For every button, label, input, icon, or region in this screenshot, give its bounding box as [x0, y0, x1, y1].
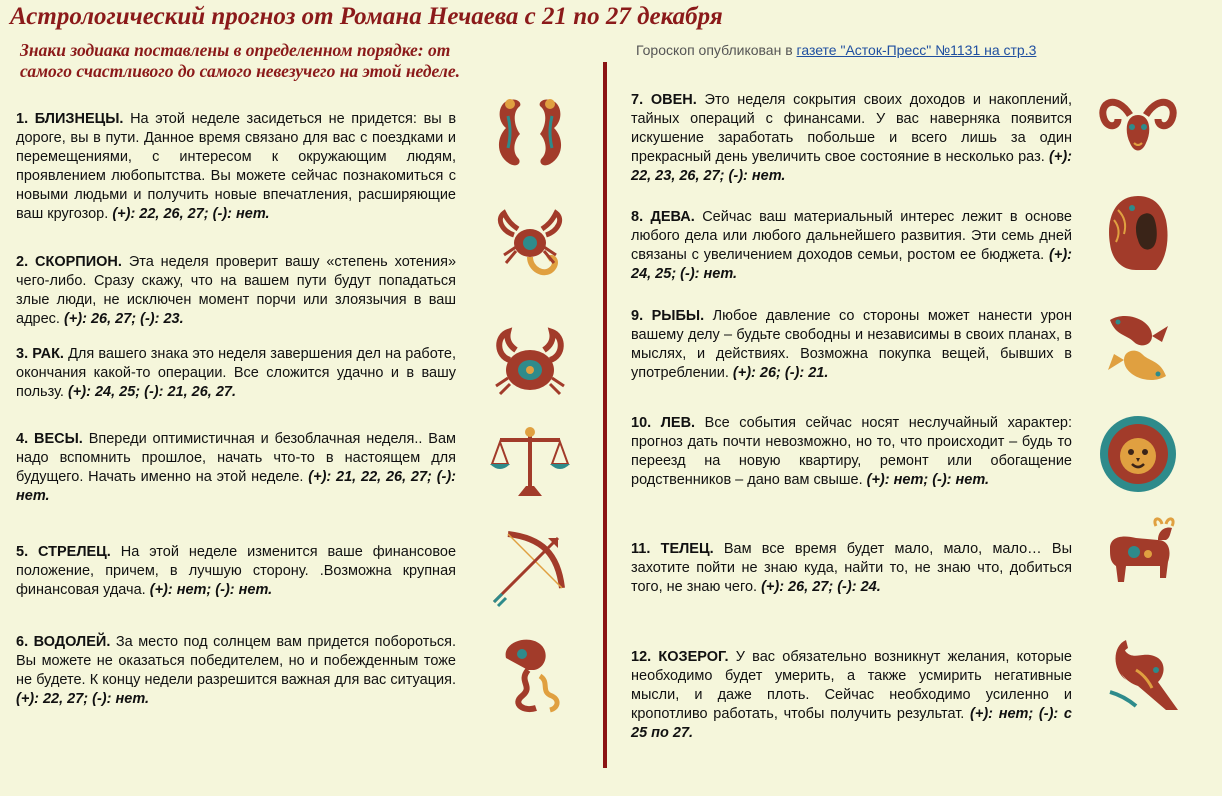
sign-rank: 2.	[16, 254, 29, 270]
gemini-icon	[488, 92, 572, 176]
sign-aquarius	[16, 633, 456, 709]
sign-forecast: (+): 22, 23, 26, 27; (-): нет.	[631, 149, 1072, 184]
capricorn-icon	[1096, 630, 1180, 714]
sign-scorpio	[16, 253, 456, 329]
sign-rank: 1.	[16, 111, 29, 127]
sign-text: Эта неделя проверит вашу «степень хотения» чего-либо. Сразу скажу, что на вашем пути будут попадаться злые люди, не исключен момент порчи или злоязычия в ваш адрес.	[16, 254, 457, 327]
sign-text: Это неделя сокрытия своих доходов и накоплений, тайных операций с финансами. У вас наверняка появится искушение заработать побольше и всего лишь за один прекрасный день увеличить свое состояние в несколько раз.	[631, 92, 1073, 165]
page-subtitle: Знаки зодиака поставлены в определенном порядке: от самого счастливого до самого невезучего на этой неделе.	[20, 40, 461, 81]
pisces-icon	[1096, 306, 1180, 390]
sign-forecast: (+): 24, 25; (-): нет.	[631, 247, 1072, 282]
sign-taurus	[631, 540, 1072, 597]
sign-libra	[16, 430, 456, 506]
sign-text: На этой неделе изменится ваше финансовое положение, причем, в лучшую сторону. .Возможна крупная финансовая удача.	[16, 544, 457, 598]
sign-forecast: (+): 26, 27; (-): 24.	[761, 579, 881, 595]
taurus-icon	[1096, 512, 1180, 596]
column-divider	[603, 62, 607, 768]
sign-rank: 10.	[631, 415, 652, 431]
sign-rank: 4.	[16, 431, 29, 447]
sign-rank: 8.	[631, 209, 644, 225]
sign-text: Впереди оптимистичная и безоблачная неделя.. Вам надо вспомнить прошлое, начать что-то в настоящем для будущего. Начать именно на этой неделе.	[16, 431, 457, 485]
sign-rank: 5.	[16, 544, 29, 560]
sign-text: Любое давление со стороны может нанести урон вашему делу – будьте свободны и независимы в своих планах, в мыслях, и действиях. Возможна покупка вещей, бывших в употреблении.	[631, 308, 1072, 381]
publication-prefix: Гороскоп опубликован в	[636, 42, 797, 58]
sign-forecast: (+): 22, 26, 27; (-): нет.	[112, 206, 270, 222]
sign-rank: 6.	[16, 634, 29, 650]
page-title: Астрологический прогноз от Романа Нечаева с 21 по 27 декабря	[10, 3, 723, 30]
sign-text: Вам все время будет мало, мало, мало… Вы захотите пойти не знаю куда, найти то, не знаю что, добиться того, не знаю чего.	[631, 541, 1073, 595]
sign-name: ЛЕВ.	[660, 415, 696, 431]
sign-name: СКОРПИОН.	[35, 254, 122, 270]
sign-name: КОЗЕРОГ.	[658, 649, 729, 665]
sign-forecast: (+): 24, 25; (-): 21, 26, 27.	[67, 384, 236, 400]
sagittarius-icon	[488, 524, 572, 608]
sign-cancer	[16, 345, 456, 402]
sign-capricorn	[631, 648, 1072, 743]
sign-forecast: (+): нет; (-): нет.	[149, 582, 273, 598]
sign-rank: 7.	[631, 92, 644, 108]
sign-rank: 3.	[16, 346, 29, 362]
sign-rank: 9.	[631, 308, 644, 324]
sign-virgo	[631, 208, 1072, 284]
sign-name: ДЕВА.	[650, 209, 695, 225]
leo-icon	[1096, 410, 1180, 494]
sign-name: ВОДОЛЕЙ.	[33, 634, 111, 650]
scorpio-icon	[488, 205, 572, 289]
cancer-icon	[488, 320, 572, 404]
sign-forecast: (+): нет; (-): нет.	[866, 472, 990, 488]
sign-pisces	[631, 307, 1072, 383]
sign-rank: 11.	[631, 541, 651, 557]
sign-name: СТРЕЛЕЦ.	[38, 544, 111, 560]
publication-note	[636, 42, 1036, 58]
libra-icon	[488, 420, 572, 504]
sign-name: ТЕЛЕЦ.	[660, 541, 714, 557]
sign-forecast: (+): 26; (-): 21.	[732, 365, 829, 381]
sign-forecast: (+): 26, 27; (-): 23.	[63, 311, 184, 327]
sign-name: РАК.	[32, 346, 64, 362]
sign-name: БЛИЗНЕЦЫ.	[34, 111, 124, 127]
sign-name: ОВЕН.	[650, 92, 697, 108]
virgo-icon	[1096, 190, 1180, 274]
sign-leo	[631, 414, 1072, 490]
sign-forecast: (+): 22, 27; (-): нет.	[16, 691, 150, 707]
sign-sagittarius	[16, 543, 456, 600]
sign-forecast: (+): нет; (-): с 25 по 27.	[631, 706, 1073, 741]
sign-rank: 12.	[631, 649, 652, 665]
sign-text: У вас обязательно возникнут желания, которые необходимо будет умерить, а также усмирить негативные мысли, и даже плоть. Сейчас необходимо усиленно и кропотливо работать, чтобы получить результат.	[631, 649, 1072, 722]
sign-text: Для вашего знака это неделя завершения дел на работе, окончания какой-то операции. Все сложится удачно и в вашу пользу.	[16, 346, 457, 400]
sign-text: Все события сейчас носят неслучайный характер: прогноз дать почти невозможно, но то, что происходит – будь то переезд на новую квартиру, ремонт или обогащение родственников – дано вам свыше.	[631, 415, 1073, 488]
sign-aries	[631, 91, 1072, 186]
newspaper-link[interactable]: газете "Асток-Пресс" №1131 на стр.3	[796, 42, 1037, 58]
sign-text: Сейчас ваш материальный интерес лежит в основе любого дела или любого дальнейшего развития. Эти семь дней связаны с увеличением доходов семьи, ростом ее бюджета.	[631, 209, 1073, 263]
sign-text: За место под солнцем вам придется побороться. Вы можете не оказаться победителем, но и побежденным тоже не будете. К концу недели разрешится важная для вас ситуация.	[16, 634, 457, 688]
sign-text: На этой неделе засидеться не придется: вы в дороге, вы в пути. Данное время связано для вас с поездками и перемещениями, с интересом к окружающим людям, проявлением любопытства. Вы можете сейчас познакомиться с новыми людьми и получить новые впечатления, расширяющие ваш кругозор.	[16, 111, 457, 222]
aquarius-icon	[488, 630, 572, 714]
sign-name: РЫБЫ.	[651, 308, 705, 324]
sign-name: ВЕСЫ.	[33, 431, 83, 447]
aries-icon	[1096, 85, 1180, 169]
sign-gemini	[16, 110, 456, 224]
sign-forecast: (+): 21, 22, 26, 27; (-): нет.	[16, 469, 457, 504]
